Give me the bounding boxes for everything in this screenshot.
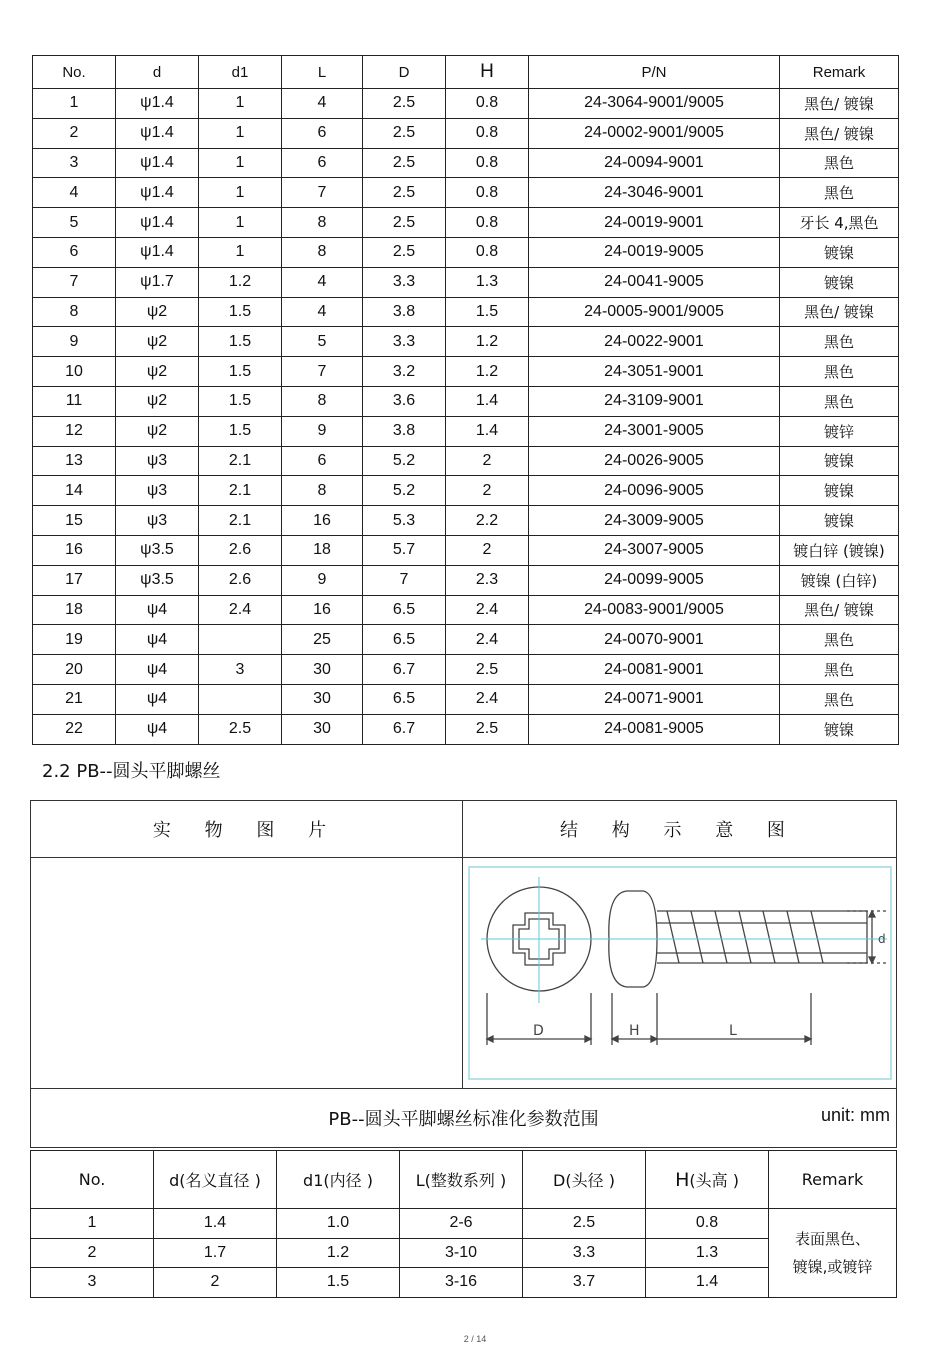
cell-no: 12 [33,416,116,446]
cell-pn: 24-0041-9005 [529,267,780,297]
dim-label-l: L [728,1023,737,1039]
cell-d: ψ3.5 [116,565,199,595]
cell-d1: 2.6 [199,565,282,595]
cell-l: 6 [282,118,363,148]
cell-h: 2.4 [446,595,529,625]
photo-area [31,858,463,1089]
cell-d1: 1.5 [277,1268,400,1298]
cell-h: 2 [446,476,529,506]
cell-d1 [199,684,282,714]
cell-pn: 24-3109-9001 [529,386,780,416]
cell-l: 6 [282,446,363,476]
col-header-h: H [446,56,529,89]
cell-h: 1.2 [446,327,529,357]
cell-d: 1.7 [154,1238,277,1268]
cell-d1: 1.5 [199,357,282,387]
param-table-body [31,1209,897,1298]
cell-no: 15 [33,506,116,536]
cell-pn: 24-0070-9001 [529,625,780,655]
remark-line-2: 镀镍,或镀锌 [792,1257,873,1276]
cell-d1: 2.5 [199,714,282,744]
cell-no: 14 [33,476,116,506]
param-header-no: No. [31,1151,154,1209]
cell-l: 4 [282,267,363,297]
cell-d1: 1.5 [199,327,282,357]
cell-h: 0.8 [646,1209,769,1239]
table-row [33,267,899,297]
screw-spec-table [32,55,899,745]
cell-no: 3 [33,148,116,178]
cell-remark: 镀镍 [780,714,899,744]
cell-d: ψ2 [116,297,199,327]
cell-d: ψ2 [116,416,199,446]
cell-d1: 1 [199,118,282,148]
cell-h: 1.3 [446,267,529,297]
cell-dd: 6.5 [363,625,446,655]
cell-h: 0.8 [446,237,529,267]
cell-d1 [199,625,282,655]
cell-d1: 1.5 [199,386,282,416]
cell-d1: 1 [199,208,282,238]
cell-h: 1.3 [646,1238,769,1268]
col-header-no: No. [33,56,116,89]
cell-no: 16 [33,535,116,565]
cell-l: 25 [282,625,363,655]
cell-dd: 2.5 [363,148,446,178]
param-header-h-suffix: (头高 ) [689,1171,739,1190]
cell-h: 2 [446,446,529,476]
cell-pn: 24-0005-9001/9005 [529,297,780,327]
cell-d1: 1.0 [277,1209,400,1239]
unit-label: unit: mm [820,1105,890,1125]
photo-header: 实 物 图 片 [31,801,463,858]
cell-l: 8 [282,208,363,238]
cell-pn: 24-3009-9005 [529,506,780,536]
cell-h: 2.4 [446,625,529,655]
dim-label-d-head: D [532,1023,544,1039]
cell-d: ψ1.4 [116,237,199,267]
cell-h: 0.8 [446,208,529,238]
param-header-remark: Remark [769,1151,897,1209]
cell-d1: 1 [199,89,282,119]
cell-remark: 镀白锌 (镀镍) [780,535,899,565]
cell-d1: 2.1 [199,476,282,506]
cell-no: 22 [33,714,116,744]
cell-d: ψ1.4 [116,178,199,208]
table-body [33,89,899,745]
param-header-dd [523,1151,646,1209]
cell-remark: 镀镍 [780,506,899,536]
diagram-area [463,858,897,1089]
cell-d: ψ3 [116,506,199,536]
cell-pn: 24-3064-9001/9005 [529,89,780,119]
cell-no: 6 [33,237,116,267]
cell-l: 8 [282,476,363,506]
cell-no: 21 [33,684,116,714]
screw-side-view [497,891,887,1045]
cell-d: ψ1.4 [116,148,199,178]
cell-no: 11 [33,386,116,416]
dim-label-h: H [628,1023,640,1039]
cell-remark: 镀镍 [780,446,899,476]
param-header-d-suffix: (名义直径 ) [179,1171,261,1190]
cell-h: 2.3 [446,565,529,595]
cell-dd: 2.5 [363,237,446,267]
table-row [33,416,899,446]
cell-l: 4 [282,297,363,327]
cell-no: 4 [33,178,116,208]
cell-pn: 24-0096-9005 [529,476,780,506]
cell-h: 1.4 [446,416,529,446]
cell-remark: 镀镍 [780,267,899,297]
cell-dd: 2.5 [363,118,446,148]
cell-d: ψ4 [116,595,199,625]
cell-d: ψ1.4 [116,118,199,148]
table-header-row [33,56,899,89]
cell-d: ψ4 [116,714,199,744]
cell-dd: 2.5 [363,178,446,208]
cell-pn: 24-0022-9001 [529,327,780,357]
cell-pn: 24-0019-9005 [529,237,780,267]
cell-l: 3-10 [400,1238,523,1268]
cell-dd: 7 [363,565,446,595]
head-top-view [481,877,599,1045]
param-header-h-prefix: H [675,1169,690,1191]
cell-dd: 3.6 [363,386,446,416]
cell-l: 5 [282,327,363,357]
table-row [33,118,899,148]
table-row [33,89,899,119]
cell-d1: 1.2 [199,267,282,297]
section-title: 2.2 PB--圆头平脚螺丝 [42,761,221,782]
param-header-l [400,1151,523,1209]
cell-d: ψ4 [116,684,199,714]
cell-pn: 24-3051-9001 [529,357,780,387]
cell-h: 1.5 [446,297,529,327]
cell-remark: 黑色 [780,327,899,357]
param-header-d1 [277,1151,400,1209]
table-row [33,297,899,327]
cell-remark: 黑色 [780,178,899,208]
page-number: 2 / 14 [463,1334,487,1344]
cell-no: 8 [33,297,116,327]
param-header-l-suffix: (整数系列 ) [424,1171,507,1190]
table-row [33,178,899,208]
cell-l: 3-16 [400,1268,523,1298]
cell-d: ψ3 [116,446,199,476]
table-row [33,476,899,506]
cell-no: 13 [33,446,116,476]
cell-remark: 镀镍 (白锌) [780,565,899,595]
cell-d: ψ2 [116,357,199,387]
cell-no: 1 [33,89,116,119]
cell-d: ψ1.4 [116,89,199,119]
cell-remark: 黑色 [780,684,899,714]
cell-dd: 3.2 [363,357,446,387]
cell-no: 9 [33,327,116,357]
cell-dd: 6.7 [363,655,446,685]
cell-dd: 3.8 [363,416,446,446]
cell-d1: 2.6 [199,535,282,565]
cell-dd: 6.5 [363,595,446,625]
table-row [31,1238,897,1268]
col-header-d1: d1 [199,56,282,89]
cell-dd: 3.3 [363,267,446,297]
table-row [31,1209,897,1239]
cell-h: 0.8 [446,148,529,178]
cell-pn: 24-3007-9005 [529,535,780,565]
cell-no: 10 [33,357,116,387]
cell-l: 9 [282,565,363,595]
cell-no: 7 [33,267,116,297]
cell-d: 1.4 [154,1209,277,1239]
remark-merged-cell [769,1209,897,1298]
cell-pn: 24-0094-9001 [529,148,780,178]
table-row [33,714,899,744]
cell-d1: 2.4 [199,595,282,625]
caption-row [31,1089,897,1148]
cell-h: 0.8 [446,178,529,208]
table-row [33,535,899,565]
cell-h: 1.4 [646,1268,769,1298]
cell-remark: 黑色 [780,357,899,387]
cell-no: 18 [33,595,116,625]
cell-dd: 3.8 [363,297,446,327]
cell-dd: 5.3 [363,506,446,536]
cell-dd: 2.5 [523,1209,646,1239]
table-row [31,1268,897,1298]
cell-remark: 黑色/ 镀镍 [780,89,899,119]
cell-h: 2.2 [446,506,529,536]
cell-pn: 24-0071-9001 [529,684,780,714]
cell-remark: 牙长 4,黑色 [780,208,899,238]
cell-remark: 黑色 [780,148,899,178]
cell-d: 2 [154,1268,277,1298]
cell-no: 5 [33,208,116,238]
cell-no: 1 [31,1209,154,1239]
cell-remark: 黑色/ 镀镍 [780,297,899,327]
figure-block [30,800,897,1148]
cell-h: 2.5 [446,655,529,685]
table-row [33,565,899,595]
cell-l: 7 [282,357,363,387]
table-row [33,208,899,238]
cell-d1: 2.1 [199,506,282,536]
cell-pn: 24-3046-9001 [529,178,780,208]
cell-no: 17 [33,565,116,595]
col-header-d: d [116,56,199,89]
cell-no: 2 [31,1238,154,1268]
cell-l: 2-6 [400,1209,523,1239]
cell-d: ψ2 [116,327,199,357]
cell-dd: 3.3 [523,1238,646,1268]
cell-d1: 1 [199,237,282,267]
cell-l: 30 [282,655,363,685]
cell-remark: 黑色 [780,386,899,416]
cell-d: ψ1.7 [116,267,199,297]
cell-dd: 2.5 [363,89,446,119]
param-header-h [646,1151,769,1209]
cell-pn: 24-0002-9001/9005 [529,118,780,148]
table-row [33,386,899,416]
cell-dd: 3.7 [523,1268,646,1298]
cell-d: ψ3.5 [116,535,199,565]
cell-d: ψ2 [116,386,199,416]
table-row [33,655,899,685]
cell-pn: 24-0099-9005 [529,565,780,595]
diagram-header: 结 构 示 意 图 [463,801,897,858]
cell-dd: 6.5 [363,684,446,714]
cell-d1: 1 [199,148,282,178]
cell-dd: 5.7 [363,535,446,565]
cell-h: 1.4 [446,386,529,416]
cell-remark: 镀锌 [780,416,899,446]
cell-dd: 5.2 [363,446,446,476]
cell-l: 8 [282,237,363,267]
cell-remark: 黑色 [780,655,899,685]
param-header-d [154,1151,277,1209]
param-header-d1-prefix: d1 [303,1171,324,1190]
cell-d: ψ4 [116,625,199,655]
cell-l: 30 [282,684,363,714]
cell-h: 0.8 [446,118,529,148]
table-row [33,237,899,267]
table-row [33,595,899,625]
param-header-d-prefix: d [169,1171,180,1190]
cell-no: 2 [33,118,116,148]
cell-remark: 镀镍 [780,237,899,267]
cell-d1: 2.1 [199,446,282,476]
cell-l: 18 [282,535,363,565]
table-row [33,148,899,178]
cell-remark: 黑色/ 镀镍 [780,118,899,148]
cell-dd: 3.3 [363,327,446,357]
cell-d1: 1.2 [277,1238,400,1268]
dim-label-d: d [877,932,886,946]
cell-d1: 1 [199,178,282,208]
cell-d1: 1.5 [199,416,282,446]
cell-d: ψ1.4 [116,208,199,238]
col-header-l: L [282,56,363,89]
cell-d: ψ4 [116,655,199,685]
table-caption: PB--圆头平脚螺丝标准化参数范围 [328,1109,599,1130]
cell-dd: 6.7 [363,714,446,744]
cell-remark: 黑色 [780,625,899,655]
param-header-row [31,1151,897,1209]
cell-pn: 24-3001-9005 [529,416,780,446]
table-row [33,625,899,655]
cell-l: 30 [282,714,363,744]
screw-structure-diagram [467,863,893,1083]
cell-dd: 5.2 [363,476,446,506]
cell-h: 2.4 [446,684,529,714]
cell-pn: 24-0083-9001/9005 [529,595,780,625]
col-header-pn: P/N [529,56,780,89]
remark-line-1: 表面黑色、 [794,1229,870,1248]
cell-l: 4 [282,89,363,119]
cell-dd: 2.5 [363,208,446,238]
cell-d: ψ3 [116,476,199,506]
param-header-d1-suffix: (内径 ) [323,1171,373,1190]
cell-l: 16 [282,506,363,536]
cell-pn: 24-0081-9001 [529,655,780,685]
cell-d1: 1.5 [199,297,282,327]
cell-no: 19 [33,625,116,655]
table-row [33,506,899,536]
cell-no: 20 [33,655,116,685]
cell-l: 16 [282,595,363,625]
cell-l: 7 [282,178,363,208]
table-row [33,684,899,714]
cell-h: 2 [446,535,529,565]
param-header-l-prefix: L [415,1171,425,1190]
table-row [33,357,899,387]
cell-pn: 24-0081-9005 [529,714,780,744]
table-row [33,446,899,476]
col-header-dd: D [363,56,446,89]
col-header-remark: Remark [780,56,899,89]
cell-no: 3 [31,1268,154,1298]
cell-l: 6 [282,148,363,178]
cell-d1: 3 [199,655,282,685]
cell-h: 0.8 [446,89,529,119]
cell-h: 1.2 [446,357,529,387]
parameter-range-table [30,1150,897,1298]
table-row [33,327,899,357]
param-header-dd-suffix: (头径 ) [565,1171,615,1190]
cell-l: 9 [282,416,363,446]
param-header-dd-prefix: D [553,1171,566,1190]
cell-h: 2.5 [446,714,529,744]
cell-pn: 24-0026-9005 [529,446,780,476]
cell-remark: 镀镍 [780,476,899,506]
cell-pn: 24-0019-9001 [529,208,780,238]
cell-remark: 黑色/ 镀镍 [780,595,899,625]
cell-l: 8 [282,386,363,416]
